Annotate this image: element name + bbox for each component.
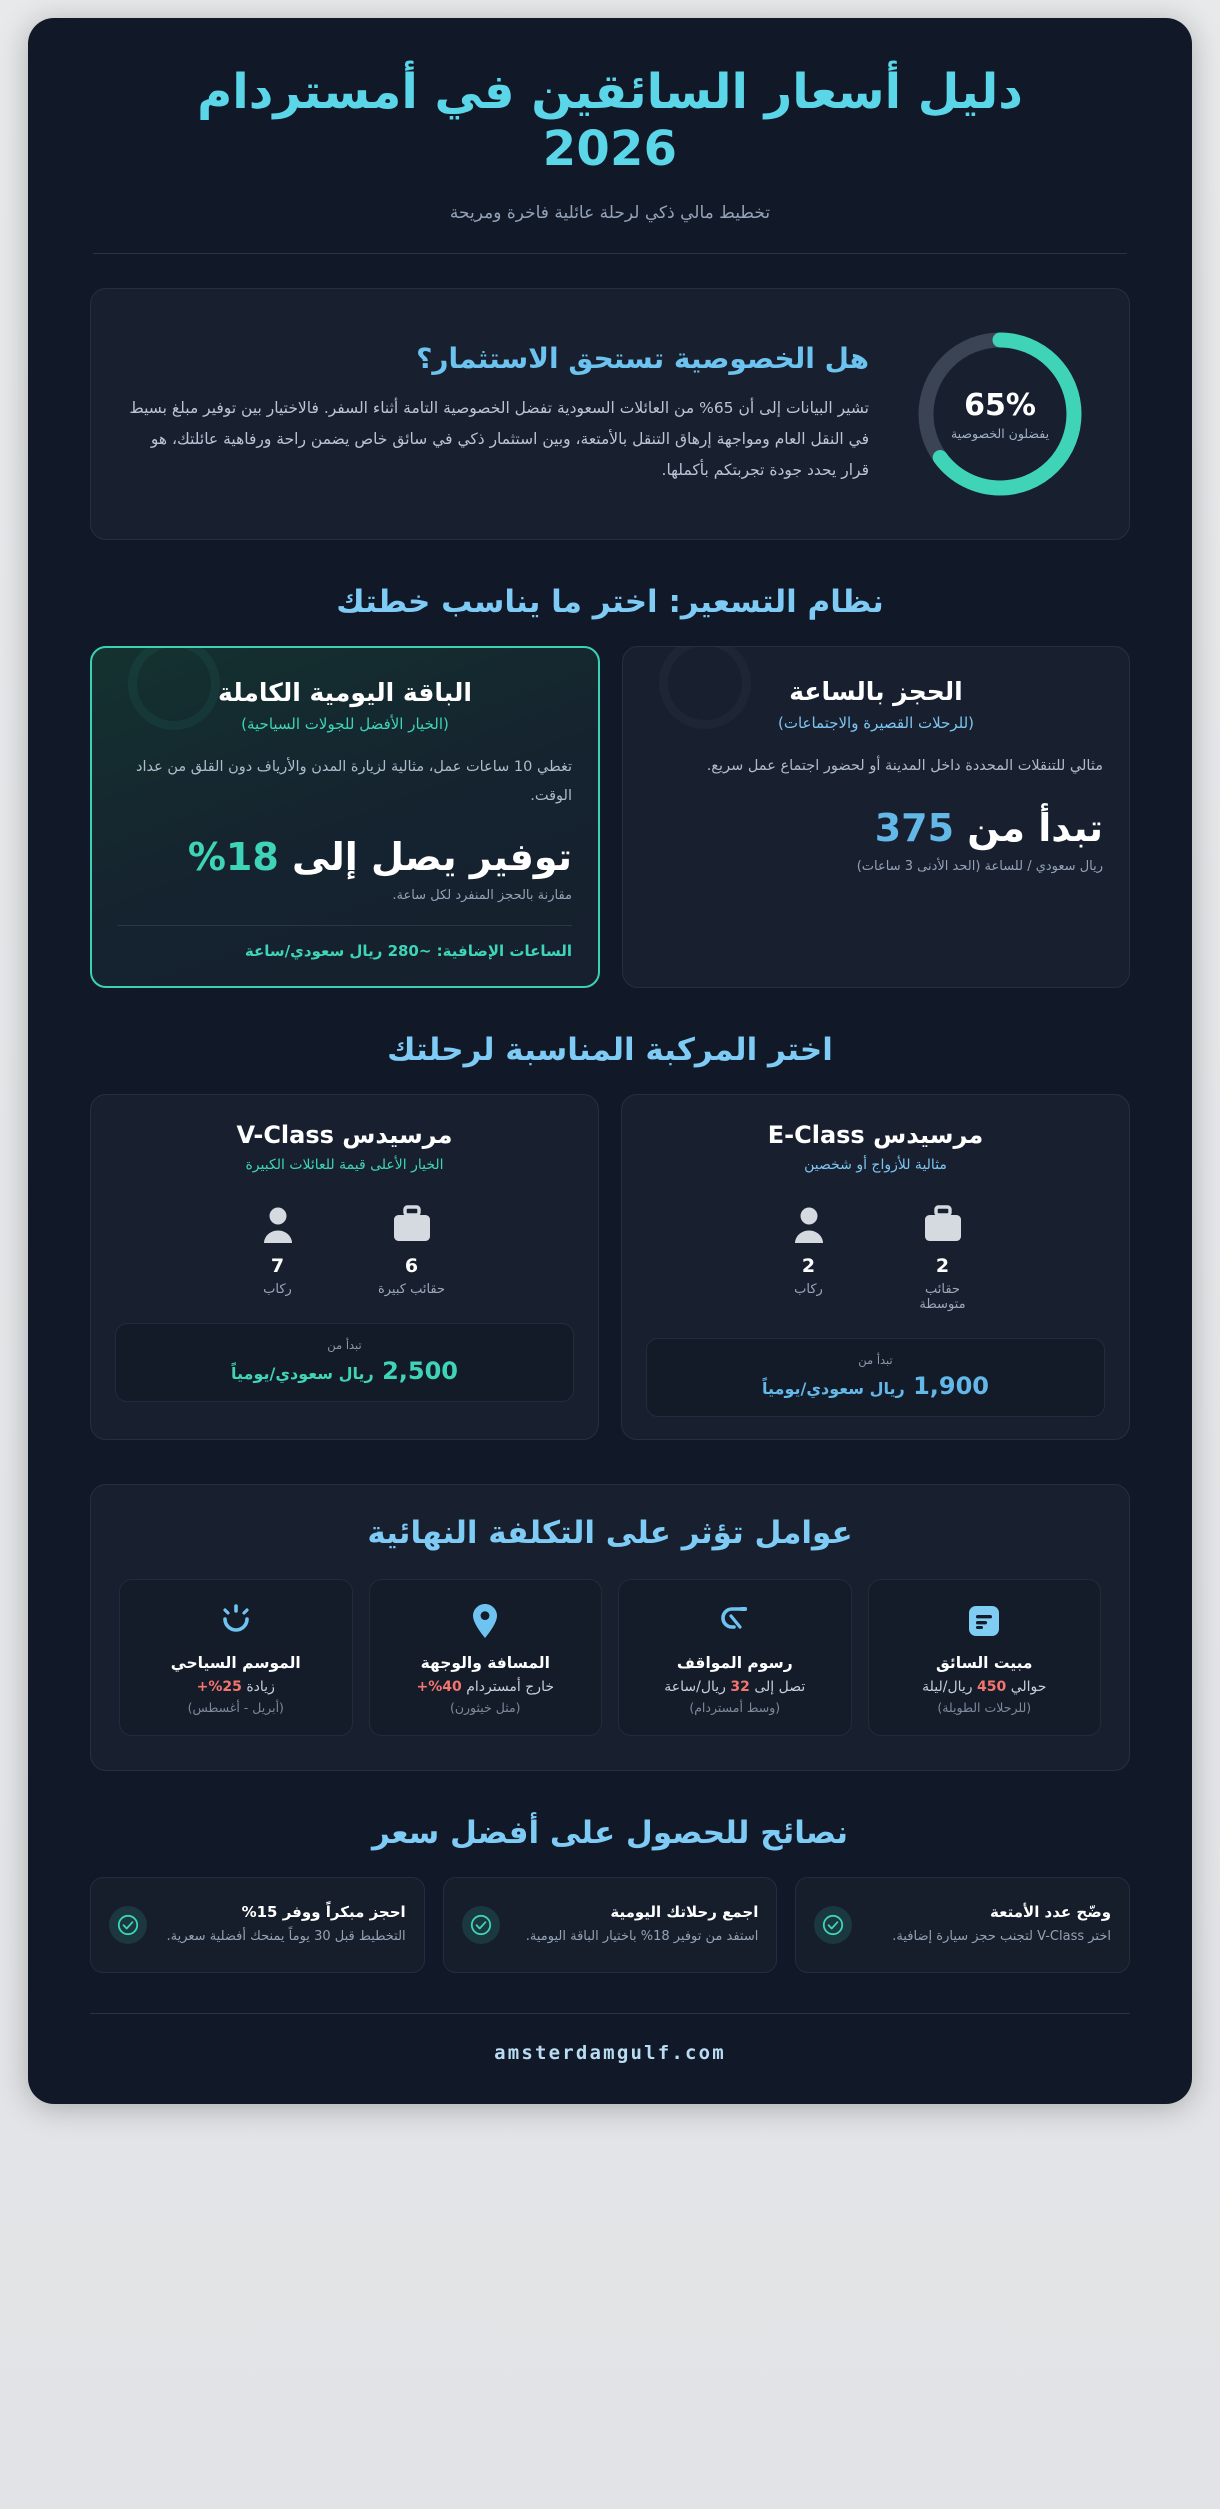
spec-caption: ركاب [794,1282,823,1298]
passenger-icon [773,1199,845,1243]
vehicle-specs [646,1199,1105,1312]
footer-site[interactable]: amsterdamgulf.com [494,2042,726,2065]
pricing-card-title: الحجز بالساعة [789,677,963,707]
vehicle-price-line [134,1357,555,1385]
factors-section-title: عوامل تؤثر على التكلفة النهائية [367,1515,853,1552]
spec-value: 7 [270,1255,285,1278]
factor-value-highlight: 25%+ [196,1679,242,1696]
spec-value: 6 [404,1255,419,1278]
vehicle-card-vclass[interactable] [90,1094,599,1440]
pricing-card-note: مقارنة بالحجز المنفرد لكل ساعة. [392,888,572,904]
tip-title: اجمع رحلاتك اليومية [610,1902,759,1921]
header-divider [93,253,1127,254]
check-circle-icon [109,1906,147,1944]
vehicle-price-box [646,1338,1105,1417]
factor-value-suffix: ريال/ليلة [922,1679,973,1696]
briefcase-icon [907,1199,979,1243]
vehicle-title: مرسيدس V-Class [236,1121,453,1150]
pricing-card-subtitle: (الخيار الأفضل للجولات السياحية) [241,715,449,734]
vehicles-section [28,1032,1192,1440]
factor-distance[interactable] [369,1579,603,1736]
privacy-card [90,288,1130,540]
factors-card [90,1484,1130,1771]
factor-title: مبيت السائق [935,1654,1033,1673]
sun-season-icon [132,1600,340,1642]
vehicles-row [90,1094,1130,1440]
factor-title: الموسم السياحي [170,1654,301,1673]
pricing-card-footer: الساعات الإضافية: ~280 ريال سعودي/ساعة [118,925,572,960]
tip-description: اختر V-Class لتجنب حجز سيارة إضافية. [892,1928,1112,1944]
spec-passengers [773,1199,845,1312]
pricing-card-description: تغطي 10 ساعات عمل، مثالية لزيارة المدن والأرياف دون القلق من عداد الوقت. [136,759,572,804]
factor-note: (للرحلات الطويلة) [937,1700,1032,1716]
vehicle-price-amount: 1,900 [913,1372,989,1401]
check-circle-icon [462,1906,500,1944]
vehicle-price-currency: ريال سعودي/يومياً [762,1379,905,1399]
tip-title: وضّح عدد الأمتعة [990,1902,1112,1921]
tip-body [866,1903,1111,1948]
factor-value-highlight: 40%+ [416,1679,462,1696]
spec-caption: حقائب كبيرة [377,1282,446,1298]
spec-luggage [376,1199,448,1297]
tip-title: احجز مبكراً ووفر 15% [241,1902,406,1921]
donut-center-labels [909,323,1091,505]
vehicle-price-box [115,1323,574,1402]
vehicle-subtitle: الخيار الأعلى قيمة للعائلات الكبيرة [245,1157,444,1174]
donut-percent: 65% [964,387,1036,423]
pricing-card-note: ريال سعودي / للساعة (الحد الأدنى 3 ساعات) [856,859,1103,875]
check-circle-icon [814,1906,852,1944]
tip-body [514,1903,759,1948]
vehicle-price-from-label: تبدأ من [327,1338,362,1353]
pricing-card-spacer [118,903,572,911]
vehicle-price-line [665,1372,1086,1400]
factor-title: رسوم المواقف [676,1654,793,1673]
factor-value-prefix: زيادة [246,1679,275,1696]
vehicles-section-title: اختر المركبة المناسبة لرحلتك [387,1032,833,1069]
pricing-section [28,584,1192,988]
spec-luggage [907,1199,979,1312]
privacy-text-block [129,342,869,486]
spec-caption: ركاب [263,1282,292,1298]
pricing-card-headline [649,807,1103,850]
pricing-card-description: مثالي للتنقلات المحددة داخل المدينة أو لحضور اجتماع عمل سريع. [706,758,1103,775]
factor-value-prefix: حوالي [1010,1679,1047,1696]
pricing-card-daily[interactable] [90,646,600,988]
vehicle-price-amount: 2,500 [382,1357,458,1386]
vehicle-price-from-label: تبدأ من [858,1353,893,1368]
vehicle-price-currency: ريال سعودي/يومياً [231,1364,374,1384]
factor-value [881,1679,1089,1695]
privacy-paragraph: تشير البيانات إلى أن 65% من العائلات السعودية تفضل الخصوصية التامة أثناء السفر. فالاختيار بين توفير مبلغ بسيط في النقل العام ومواجهة إرهاق التنقل بالأمتعة، وبين استثمار ذكي في سائق خاص يضمن راحة ورفاهية عائلتك، هو قرار يحدد جودة تجربتكم بأكملها. [129,399,869,480]
privacy-section [28,288,1192,540]
page-subtitle: تخطيط مالي ذكي لرحلة عائلية فاخرة ومريحة [449,203,771,224]
vehicle-subtitle: مثالية للأزواج أو شخصين [804,1157,947,1174]
pricing-card-headline-prefix: تبدأ من [967,805,1103,850]
pricing-card-subtitle: (للرحلات القصيرة والاجتماعات) [777,714,975,733]
factor-note: (مثل خيثورن) [449,1700,521,1716]
pricing-card-headline [118,836,572,879]
pricing-section-title: نظام التسعير: اختر ما يناسب خطتك [336,584,884,621]
factor-value-highlight: 32 [730,1679,750,1696]
page-title [88,64,1132,177]
tip-description: التخطيط قبل 30 يوماً يمنحك أفضلية سعرية. [166,1928,406,1944]
factor-parking[interactable] [618,1579,852,1736]
tip-book-early[interactable] [90,1877,425,1973]
pricing-row [90,646,1130,988]
pricing-card-title: الباقة اليومية الكاملة [218,678,472,708]
tip-description: استفد من توفير 18% باختيار الباقة اليومية. [525,1928,759,1944]
privacy-donut-chart [909,323,1091,505]
factor-value-highlight: 450 [977,1679,1007,1696]
tips-section [28,1815,1192,1973]
tip-declare-luggage[interactable] [795,1877,1130,1973]
factor-value-prefix: تصل إلى [754,1679,806,1696]
factor-note: (وسط أمستردام) [689,1700,781,1716]
pricing-card-hourly[interactable] [622,646,1130,988]
briefcase-icon [376,1199,448,1243]
factor-value [132,1679,340,1695]
spec-value: 2 [935,1255,950,1278]
factor-value-suffix: ريال/ساعة [664,1679,726,1696]
factor-driver-lodging[interactable] [868,1579,1102,1736]
pricing-card-headline-value: 18% [187,834,279,879]
factor-value [631,1679,839,1695]
header [28,18,1192,254]
infographic-sheet [28,18,1192,2104]
tips-section-title: نصائح للحصول على أفضل سعر [371,1815,849,1852]
passenger-icon [242,1199,314,1243]
spec-caption: حقائب متوسطة [919,1282,966,1313]
vehicle-title: مرسيدس E-Class [767,1121,984,1150]
tip-bundle-trips[interactable] [443,1877,778,1973]
pricing-card-spacer [649,874,1103,961]
factors-section [28,1484,1192,1771]
driver-lodging-icon [881,1600,1089,1642]
location-pin-icon [382,1600,590,1642]
factor-note: (أبريل - أغسطس) [187,1700,284,1716]
factor-title: المسافة والوجهة [420,1654,550,1673]
spec-passengers [242,1199,314,1297]
vehicle-card-eclass[interactable] [621,1094,1130,1440]
privacy-heading: هل الخصوصية تستحق الاستثمار؟ [416,342,869,376]
pricing-card-headline-prefix: توفير يصل إلى [292,834,572,879]
factor-value-prefix: خارج أمستردام [466,1679,554,1696]
page-title-year: 2026 [542,120,678,177]
factors-grid [119,1579,1101,1736]
parking-sign-icon [631,1600,839,1642]
tips-row [90,1877,1130,1973]
factor-season[interactable] [119,1579,353,1736]
pricing-card-headline-value: 375 [874,805,955,850]
page-title-line1: دليل أسعار السائقين في أمستردام [197,64,1023,120]
donut-caption: يفضلون الخصوصية [950,425,1050,441]
tip-body [161,1903,406,1948]
spec-value: 2 [801,1255,816,1278]
vehicle-specs [115,1199,574,1297]
factor-value [382,1679,590,1695]
